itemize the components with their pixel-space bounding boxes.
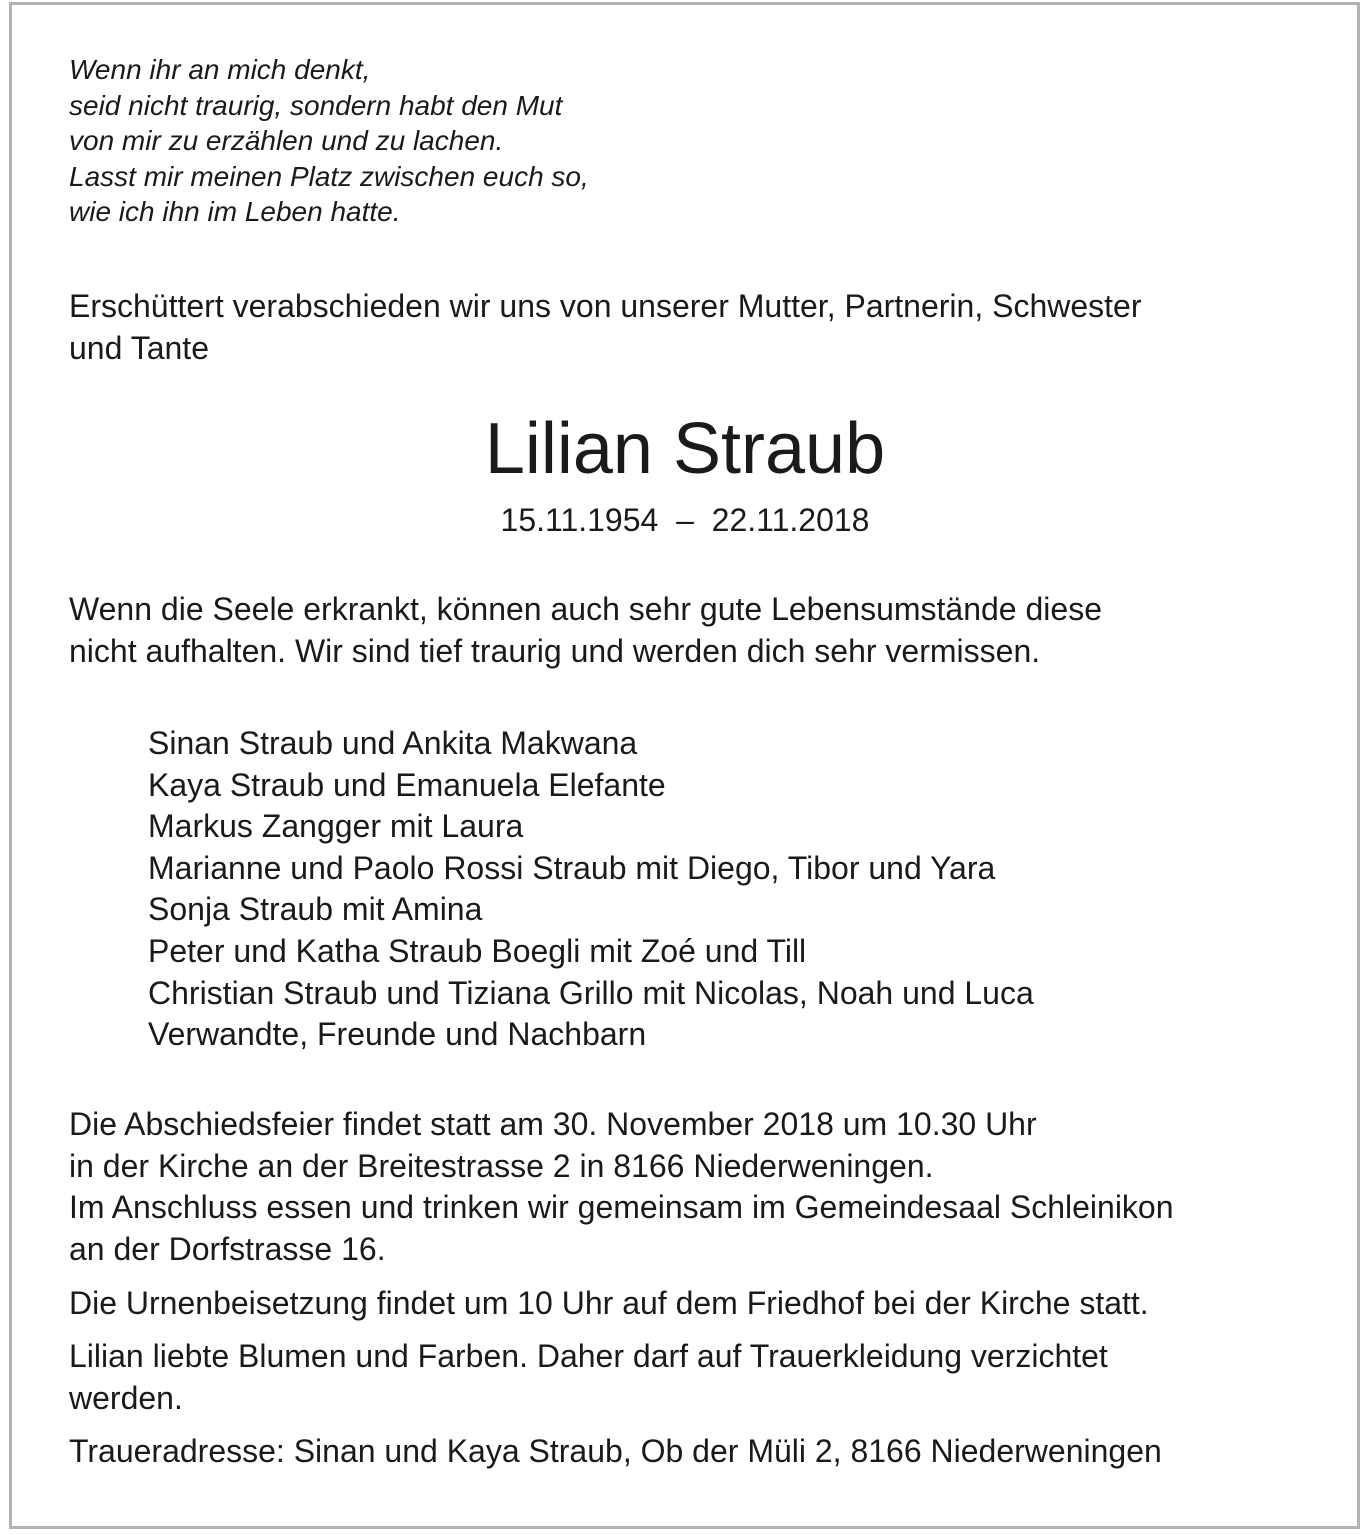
ceremony-line: Im Anschluss essen und trinken wir gemeinsam im Gemeindesaal Schleinikon <box>69 1189 1174 1225</box>
mourner-entry: Marianne und Paolo Rossi Straub mit Diego, Tibor und Yara <box>148 849 996 886</box>
poem-line: Lasst mir meinen Platz zwischen euch so, <box>69 160 589 192</box>
mourner-entry: Markus Zangger mit Laura <box>148 808 524 845</box>
intro-line: und Tante <box>69 329 209 366</box>
poem-line: Wenn ihr an mich denkt, <box>69 54 371 85</box>
clothing-line: werden. <box>69 1379 183 1416</box>
ceremony-line: an der Dorfstrasse 16. <box>69 1230 386 1267</box>
reflection-line: Wenn die Seele erkrankt, können auch sehr gute Lebensumstände diese <box>69 591 1102 627</box>
poem <box>69 52 589 230</box>
poem-line: seid nicht traurig, sondern habt den Mut <box>69 89 563 121</box>
poem-line: wie ich ihn im Leben hatte. <box>69 196 401 227</box>
mourning-address: Traueradresse: Sinan und Kaya Straub, Ob der Müli 2, 8166 Niederweningen <box>69 1433 1162 1469</box>
deceased-name: Lilian Straub <box>484 409 886 489</box>
ceremony-info <box>69 1104 1174 1270</box>
reflection-line: nicht aufhalten. Wir sind tief traurig und werden dich sehr vermissen. <box>69 632 1041 669</box>
clothing-note <box>69 1336 1108 1419</box>
mourner-entry: Sinan Straub und Ankita Makwana <box>148 725 638 761</box>
mourner-entry: Sonja Straub mit Amina <box>148 891 483 928</box>
ceremony-line: Die Abschiedsfeier findet statt am 30. November 2018 um 10.30 Uhr <box>69 1106 1037 1142</box>
life-dates: 15.11.1954 – 22.11.2018 <box>500 502 870 538</box>
reflection-text <box>69 589 1102 672</box>
mourner-entry: Christian Straub und Tiziana Grillo mit Nicolas, Noah und Luca <box>148 974 1034 1011</box>
mourners-list <box>148 723 1034 1056</box>
clothing-line: Lilian liebte Blumen und Farben. Daher darf auf Trauerkleidung verzichtet <box>69 1338 1108 1374</box>
poem-line: von mir zu erzählen und zu lachen. <box>69 125 504 156</box>
urn-burial-info: Die Urnenbeisetzung findet um 10 Uhr auf dem Friedhof bei der Kirche statt. <box>69 1285 1149 1321</box>
mourner-entry: Verwandte, Freunde und Nachbarn <box>148 1016 647 1053</box>
intro-text <box>69 286 1141 369</box>
mourner-entry: Kaya Straub und Emanuela Elefante <box>148 766 666 803</box>
mourner-entry: Peter und Katha Straub Boegli mit Zoé und Till <box>148 932 807 969</box>
ceremony-line: in der Kirche an der Breitestrasse 2 in 8166 Niederweningen. <box>69 1147 934 1184</box>
intro-line: Erschüttert verabschieden wir uns von unserer Mutter, Partnerin, Schwester <box>69 288 1142 324</box>
